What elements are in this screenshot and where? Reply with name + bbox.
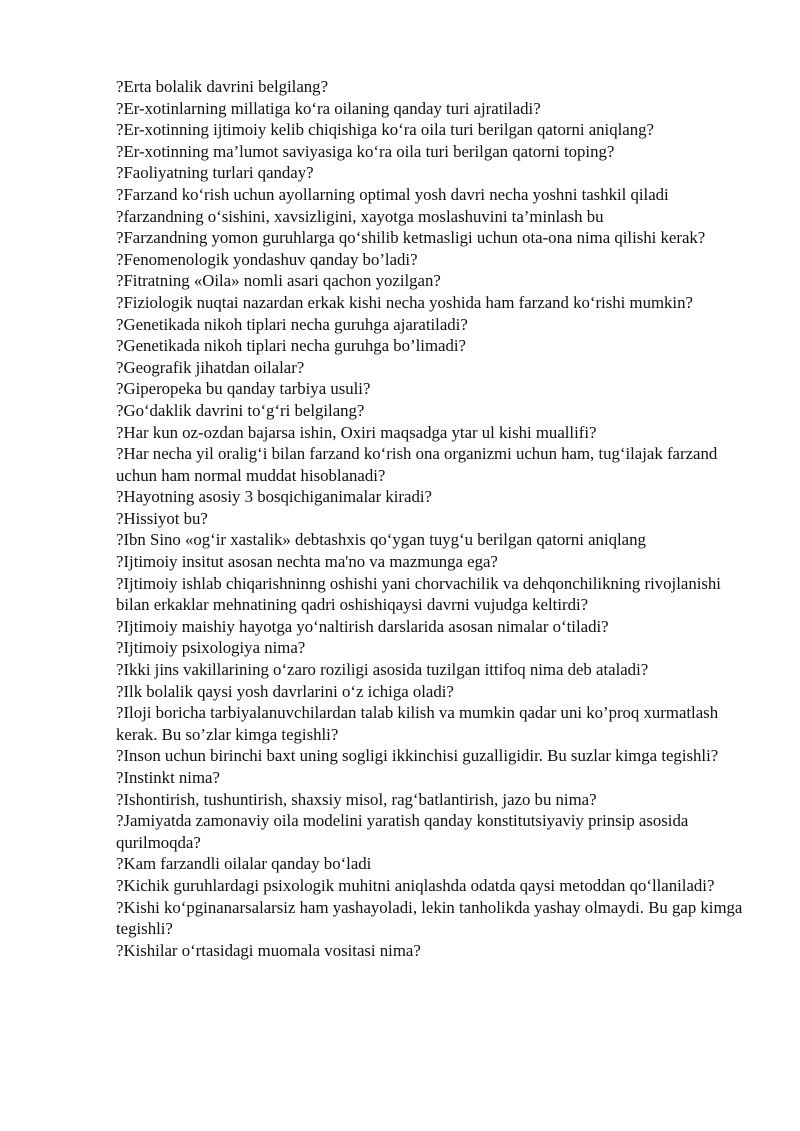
question-line: ?Inson uchun birinchi baxt uning sogligi ikkinchisi guzalligidir. Bu suzlar kimga tegishli? (116, 746, 719, 766)
question-line: ?Farzand ko‘rish uchun ayollarning optimal yosh davri necha yoshni tashkil qiladi (116, 184, 669, 204)
question-line: ?Ijtimoiy insitut asosan nechta ma'no va mazmunga ega? (116, 552, 498, 572)
question-line: ?Faoliyatning turlari qanday? (116, 163, 314, 183)
question-line: ?Er-xotinning ijtimoiy kelib chiqishiga ko‘ra oila turi berilgan qatorni aniqlang? (116, 120, 654, 140)
question-line: ?Ijtimoiy psixologiya nima? (116, 638, 306, 658)
question-line: ?Fitratning «Oila» nomli asari qachon yozilgan? (116, 271, 441, 291)
question-line: ?Kishilar o‘rtasidagi muomala vositasi nima? (116, 940, 421, 960)
question-line: ?Ijtimoiy maishiy hayotga yo‘naltirish darslarida asosan nimalar o‘tiladi? (116, 616, 609, 636)
question-line: ?Er-xotinlarning millatiga ko‘ra oilaning qanday turi ajratiladi? (116, 98, 541, 118)
question-line: ?Genetikada nikoh tiplari necha guruhga ajaratiladi? (116, 314, 468, 334)
question-line: ?Genetikada nikoh tiplari necha guruhga bo’limadi? (116, 336, 466, 356)
question-line: ?Har kun oz-ozdan bajarsa ishin, Oxiri maqsadga ytar ul kishi muallifi? (116, 422, 597, 442)
question-line: ?Ijtimoiy ishlab chiqarishninng oshishi yani chorvachilik va dehqonchilikning rivojlanishi bilan erkaklar mehnatining qadri oshishiqaysi davrni vujudga keltirdi? (116, 573, 721, 615)
question-line: ?Hissiyot bu? (116, 508, 208, 528)
question-line: ?Jamiyatda zamonaviy oila modelini yaratish qanday konstitutsiyaviy prinsip asosida qurilmoqda? (116, 811, 689, 852)
question-line: ?Ilk bolalik qaysi yosh davrlarini o‘z ichiga oladi? (116, 681, 454, 701)
question-line: ?Ishontirish, tushuntirish, shaxsiy misol, rag‘batlantirish, jazo bu nima? (116, 789, 597, 809)
question-line: ?Kichik guruhlardagi psixologik muhitni aniqlashda odatda qaysi metoddan qo‘llaniladi? (116, 875, 715, 895)
question-line: ?Har necha yil oralig‘i bilan farzand ko‘rish ona organizmi uchun ham, tug‘ilajak farzand uchun ham normal muddat hisoblanadi? (116, 444, 718, 485)
question-line: ?Instinkt nima? (116, 768, 220, 787)
question-line: ?Giperopeka bu qanday tarbiya usuli? (116, 379, 371, 399)
question-line: ?Kam farzandli oilalar qanday bo‘ladi (116, 854, 372, 874)
question-line: ?Erta bolalik davrini belgilang? (116, 77, 329, 96)
question-line: ?Kishi ko‘pginanarsalarsiz ham yashayoladi, lekin tanholikda yashay olmaydi. Bu gap kimga tegishli? (116, 897, 743, 939)
question-line: ?Fenomenologik yondashuv qanday bo’ladi? (116, 249, 418, 269)
question-line: ?Er-xotinning ma’lumot saviyasiga ko‘ra oila turi berilgan qatorni toping? (116, 141, 615, 161)
question-line: ?Ibn Sino «og‘ir xastalik» debtashxis qo‘ygan tuyg‘u berilgan qatorni aniqlang (116, 530, 646, 550)
question-line: ?farzandning o‘sishini, xavsizligini, xayotga moslashuvini ta’minlash bu (116, 206, 604, 226)
question-line: ?Hayotning asosiy 3 bosqichiganimalar kiradi? (116, 487, 432, 507)
question-line: ?Go‘daklik davrini to‘g‘ri belgilang? (116, 400, 365, 420)
question-list (116, 76, 746, 961)
question-line: ?Farzandning yomon guruhlarga qo‘shilib ketmasligi uchun ota-ona nima qilishi kerak? (116, 228, 706, 248)
question-line: ?Geografik jihatdan oilalar? (116, 357, 305, 377)
question-line: ?Fiziologik nuqtai nazardan erkak kishi necha yoshida ham farzand ko‘rishi mumkin? (116, 292, 693, 312)
question-line: ?Ikki jins vakillarining o‘zaro roziligi asosida tuzilgan ittifoq nima deb ataladi? (116, 660, 649, 680)
question-line: ?Iloji boricha tarbiyalanuvchilardan talab kilish va mumkin qadar uni ko’proq xurmatlash kerak. Bu so’zlar kimga tegishli? (116, 703, 719, 744)
